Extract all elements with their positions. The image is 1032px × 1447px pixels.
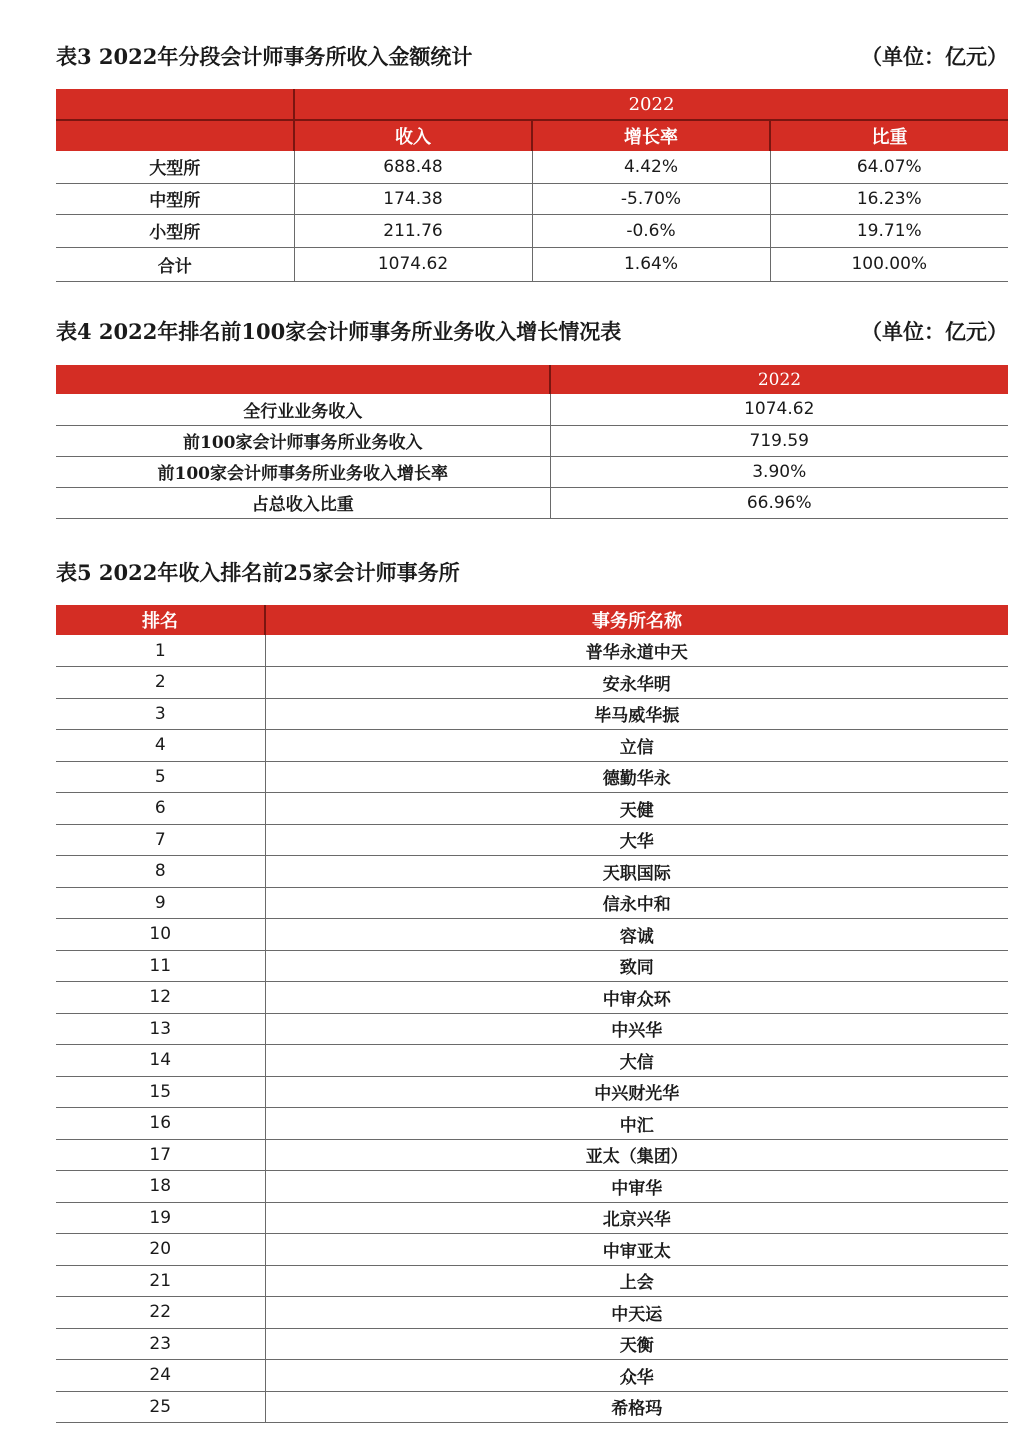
table-row — [56, 793, 1008, 825]
table-row — [56, 1013, 1008, 1045]
rank-cell: 13 — [56, 1013, 265, 1045]
table-row — [56, 698, 1008, 730]
firm-name-cell: 天职国际 — [265, 856, 1008, 888]
table3-title-text: 表3 2022年分段会计师事务所收入金额统计 — [56, 44, 473, 69]
share-cell: 16.23% — [770, 183, 1008, 214]
row-label: 中型所 — [56, 183, 294, 214]
firm-name-cell: 致同 — [265, 950, 1008, 982]
rank-cell: 10 — [56, 919, 265, 951]
rank-cell: 25 — [56, 1391, 265, 1423]
rank-cell: 1 — [56, 635, 265, 667]
table5 — [56, 605, 1008, 1423]
rank-cell: 2 — [56, 667, 265, 699]
revenue-cell: 174.38 — [294, 183, 532, 214]
rank-cell: 14 — [56, 1045, 265, 1077]
rank-cell: 5 — [56, 761, 265, 793]
row-label: 前100家会计师事务所业务收入 — [56, 425, 550, 456]
firm-name-cell: 中审华 — [265, 1171, 1008, 1203]
rank-cell: 18 — [56, 1171, 265, 1203]
table4-unit: （单位：亿元） — [861, 319, 1008, 344]
firm-name-cell: 天健 — [265, 793, 1008, 825]
firm-name-cell: 亚太（集团） — [265, 1139, 1008, 1171]
table-row — [56, 824, 1008, 856]
firm-name-cell: 普华永道中天 — [265, 635, 1008, 667]
rank-cell: 22 — [56, 1297, 265, 1329]
table-row — [56, 456, 1008, 487]
firm-name-cell: 容诚 — [265, 919, 1008, 951]
rank-cell: 12 — [56, 982, 265, 1014]
firm-name-cell: 中汇 — [265, 1108, 1008, 1140]
table-row — [56, 761, 1008, 793]
row-label: 前100家会计师事务所业务收入增长率 — [56, 456, 550, 487]
table-row — [56, 919, 1008, 951]
firm-name-cell: 大华 — [265, 824, 1008, 856]
table-row — [56, 1045, 1008, 1077]
rank-cell: 3 — [56, 698, 265, 730]
table-row — [56, 1360, 1008, 1392]
rank-cell: 23 — [56, 1328, 265, 1360]
table5-header-rank: 排名 — [56, 605, 265, 635]
firm-name-cell: 中审亚太 — [265, 1234, 1008, 1266]
table-row — [56, 667, 1008, 699]
rank-cell: 16 — [56, 1108, 265, 1140]
firm-name-cell: 中天运 — [265, 1297, 1008, 1329]
row-label: 占总收入比重 — [56, 487, 550, 518]
firm-name-cell: 中审众环 — [265, 982, 1008, 1014]
firm-name-cell: 安永华明 — [265, 667, 1008, 699]
table-row — [56, 982, 1008, 1014]
table-row — [56, 1391, 1008, 1423]
rank-cell: 21 — [56, 1265, 265, 1297]
value-cell: 1074.62 — [550, 394, 1008, 425]
table5-title-text: 表5 2022年收入排名前25家会计师事务所 — [56, 560, 460, 585]
table3-label-header — [56, 120, 294, 151]
table4-title-text: 表4 2022年排名前100家会计师事务所业务收入增长情况表 — [56, 319, 622, 344]
table-row — [56, 950, 1008, 982]
rank-cell: 6 — [56, 793, 265, 825]
table-row — [56, 425, 1008, 456]
rank-cell: 19 — [56, 1202, 265, 1234]
table4-title — [56, 316, 1008, 348]
row-label: 全行业业务收入 — [56, 394, 550, 425]
firm-name-cell: 信永中和 — [265, 887, 1008, 919]
table-row — [56, 1234, 1008, 1266]
table3-year-header: 2022 — [294, 89, 1008, 120]
table-row — [56, 1202, 1008, 1234]
growth-cell: 4.42% — [532, 151, 770, 183]
table3-unit: （单位：亿元） — [861, 44, 1008, 69]
table3-header-share: 比重 — [770, 120, 1008, 151]
firm-name-cell: 中兴华 — [265, 1013, 1008, 1045]
table3-corner-cell — [56, 89, 294, 120]
table-row — [56, 394, 1008, 425]
rank-cell: 9 — [56, 887, 265, 919]
table-row — [56, 247, 1008, 281]
firm-name-cell: 立信 — [265, 730, 1008, 762]
firm-name-cell: 天衡 — [265, 1328, 1008, 1360]
table4-corner-cell — [56, 365, 550, 394]
revenue-cell: 211.76 — [294, 214, 532, 247]
table-row — [56, 887, 1008, 919]
table3-header-revenue: 收入 — [294, 120, 532, 151]
table3-title — [56, 41, 1008, 73]
table5-title — [56, 557, 1008, 589]
table-row — [56, 1139, 1008, 1171]
firm-name-cell: 众华 — [265, 1360, 1008, 1392]
table3 — [56, 89, 1008, 282]
table-row — [56, 856, 1008, 888]
rank-cell: 20 — [56, 1234, 265, 1266]
rank-cell: 4 — [56, 730, 265, 762]
firm-name-cell: 北京兴华 — [265, 1202, 1008, 1234]
table-row — [56, 1108, 1008, 1140]
row-label: 大型所 — [56, 151, 294, 183]
table-row — [56, 730, 1008, 762]
rank-cell: 15 — [56, 1076, 265, 1108]
revenue-cell: 1074.62 — [294, 247, 532, 281]
share-cell: 100.00% — [770, 247, 1008, 281]
table-row — [56, 183, 1008, 214]
firm-name-cell: 毕马威华振 — [265, 698, 1008, 730]
share-cell: 19.71% — [770, 214, 1008, 247]
table-row — [56, 1171, 1008, 1203]
value-cell: 719.59 — [550, 425, 1008, 456]
value-cell: 66.96% — [550, 487, 1008, 518]
table-row — [56, 214, 1008, 247]
table-row — [56, 1076, 1008, 1108]
table4 — [56, 365, 1008, 519]
firm-name-cell: 中兴财光华 — [265, 1076, 1008, 1108]
share-cell: 64.07% — [770, 151, 1008, 183]
row-label: 小型所 — [56, 214, 294, 247]
rank-cell: 8 — [56, 856, 265, 888]
table3-header-growth: 增长率 — [532, 120, 770, 151]
value-cell: 3.90% — [550, 456, 1008, 487]
growth-cell: -0.6% — [532, 214, 770, 247]
table-row — [56, 1328, 1008, 1360]
firm-name-cell: 德勤华永 — [265, 761, 1008, 793]
firm-name-cell: 大信 — [265, 1045, 1008, 1077]
table-row — [56, 487, 1008, 518]
growth-cell: -5.70% — [532, 183, 770, 214]
firm-name-cell: 上会 — [265, 1265, 1008, 1297]
revenue-cell: 688.48 — [294, 151, 532, 183]
rank-cell: 11 — [56, 950, 265, 982]
table-row — [56, 1297, 1008, 1329]
table4-year-header: 2022 — [550, 365, 1008, 394]
firm-name-cell: 希格玛 — [265, 1391, 1008, 1423]
table-row — [56, 635, 1008, 667]
growth-cell: 1.64% — [532, 247, 770, 281]
table-row — [56, 1265, 1008, 1297]
rank-cell: 7 — [56, 824, 265, 856]
rank-cell: 24 — [56, 1360, 265, 1392]
rank-cell: 17 — [56, 1139, 265, 1171]
table-row — [56, 151, 1008, 183]
table5-header-name: 事务所名称 — [265, 605, 1008, 635]
row-label: 合计 — [56, 247, 294, 281]
